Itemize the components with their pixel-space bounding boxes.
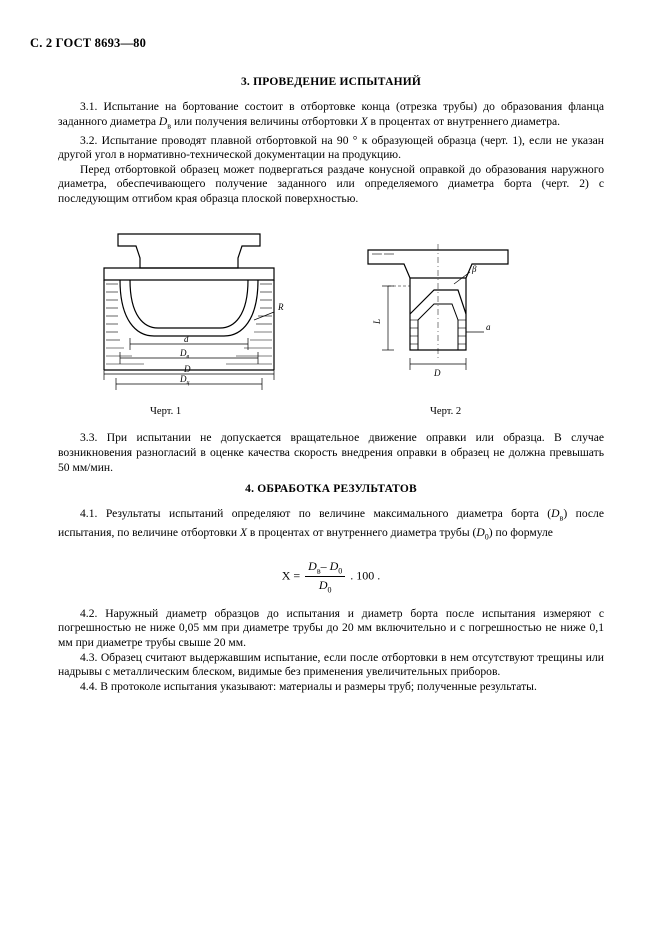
figure-1-label-dc: $D_ц$ <box>180 374 190 387</box>
formula-tail: . 100 . <box>350 568 381 583</box>
standard-designation: ГОСТ 8693—80 <box>55 36 147 50</box>
figure-1-caption: Черт. 1 <box>150 406 182 418</box>
paragraph-3-1-text-b: или получения величины отбортовки <box>171 114 361 128</box>
figure-1-label-d: d <box>184 334 189 345</box>
paragraph-3-1-text-c: в процентах от внутреннего диаметра. <box>367 114 561 128</box>
paragraph-3-3: 3.3. При испытании не допускается вращательное движение оправки или образца. В случае возникновения разногласий в оценке качества скорость внедрения оправки в образец не должна превышать 50 мм/мин. <box>58 431 604 474</box>
paragraph-3-2-note: Перед отбортовкой образец может подвергаться раздаче конусной оправкой до образования наружного диаметра, обеспечивающего получение заданного или определяемого диаметра борта (черт. 2) с последующим отгибом края образца плоской поверхностью. <box>58 162 604 205</box>
formula-numerator: $D_в-$ $D_0$ <box>305 559 345 577</box>
figure-1-label-dv: $D_в$ <box>180 348 190 361</box>
symbol-dv: $D_в$ <box>158 114 172 130</box>
paragraph-4-3: 4.3. Образец считают выдержавшим испытание, если после отбортовки в нем отсутствуют трещины или надрывы с металлическим блеском, видимые без применения увеличительных приборов. <box>58 650 604 679</box>
formula-flaring-percent <box>58 559 604 595</box>
figure-1-drawing <box>58 224 604 404</box>
figure-2-caption: Черт. 2 <box>430 406 462 418</box>
figure-captions <box>58 406 604 422</box>
paragraph-4-1-text-c: в процентах от внутреннего диаметра трубы ( <box>247 526 477 540</box>
paragraph-4-4: 4.4. В протоколе испытания указывают: материалы и размеры труб; полученные результаты. <box>80 679 537 693</box>
paragraph-3-2: 3.2. Испытание проводят плавной отбортовкой на 90 ° к образующей образца (черт. 1), если не указан другой угол в нормативно-технической документации на продукцию. <box>58 133 604 162</box>
paragraph-4-1 <box>58 507 604 545</box>
paragraph-4-2: 4.2. Наружный диаметр образцов до испытания и диаметр борта после испытания измеряют с погрешностью не ниже 0,05 мм при диаметре трубы до 20 мм включительно и с погрешностью не ниже 0,1 мм при диаметре трубы свыше 20 мм. <box>58 606 604 650</box>
symbol-d0: $D_0$ <box>476 526 489 542</box>
paragraph-4-1-text-b: ) после испытания, по величине отбортовки <box>58 507 604 540</box>
formula-fraction <box>305 559 345 595</box>
section-heading-4: 4. ОБРАБОТКА РЕЗУЛЬТАТОВ <box>245 483 417 496</box>
figure-2-label-a: a <box>486 322 491 333</box>
symbol-dv-2: $D_в$ <box>551 507 564 523</box>
symbol-x: X <box>360 114 368 128</box>
formula-lhs: X = <box>281 568 301 583</box>
figure-1-label-r: R <box>278 302 284 313</box>
paragraph-3-1-text-a: 3.1. Испытание на бортование состоит в отбортовке конца (отрезка трубы) до образования фланца заданного диаметра <box>58 100 604 128</box>
figures-row <box>58 224 604 404</box>
page-number: С. 2 <box>30 36 53 50</box>
figure-1-label-dd: D <box>184 364 191 375</box>
figure-2-label-beta: β <box>472 264 477 275</box>
formula-denominator: $D_0$ <box>318 578 332 595</box>
paragraph-4-1-text-a: 4.1. Результаты испытаний определяют по величине максимального диаметра борта ( <box>80 507 552 521</box>
figure-2-label-l: L <box>372 319 382 325</box>
paragraph-4-1-text-d: ) по формуле <box>488 526 553 540</box>
figure-2-label-d: D <box>434 368 441 379</box>
symbol-x-2: X <box>239 526 248 540</box>
document-body <box>58 68 604 694</box>
page-header <box>30 36 146 51</box>
section-heading-3: 3. ПРОВЕДЕНИЕ ИСПЫТАНИЙ <box>240 76 422 88</box>
paragraph-3-1 <box>58 100 604 134</box>
